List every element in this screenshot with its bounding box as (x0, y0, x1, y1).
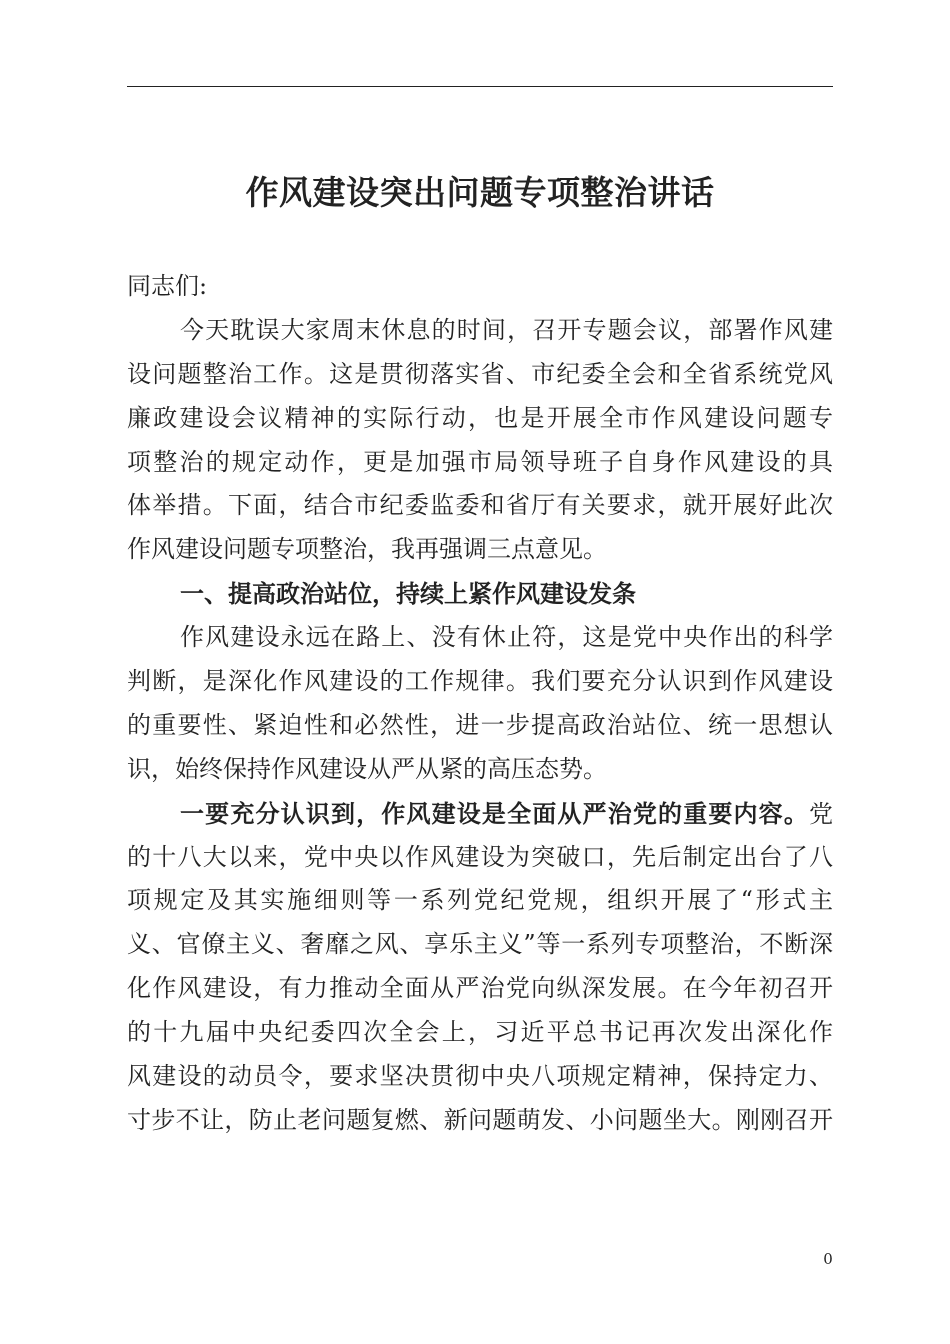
body-text-run: 党 (809, 799, 833, 828)
body-line: 今天耽误大家周末休息的时间，召开专题会议，部署作风建 (180, 315, 833, 344)
page-number: 0 (823, 1250, 833, 1268)
body-line: 判断，是深化作风建设的工作规律。我们要充分认识到作风建设 (127, 667, 833, 696)
document-body (127, 265, 833, 1143)
body-line: 作风建设问题专项整治，我再强调三点意见。 (127, 535, 607, 564)
header-rule (127, 86, 833, 87)
body-line: 设问题整治工作。这是贯彻落实省、市纪委全会和全省系统党风 (127, 359, 833, 388)
body-line: 作风建设永远在路上、没有休止符，这是党中央作出的科学 (180, 623, 833, 652)
body-line: 化作风建设，有力推动全面从严治党向纵深发展。在今年初召开 (127, 974, 833, 1003)
page-title: 作风建设突出问题专项整治讲话 (245, 173, 715, 212)
body-line: 项整治的规定动作，更是加强市局领导班子自身作风建设的具 (127, 447, 833, 476)
body-line: 项规定及其实施细则等一系列党纪党规，组织开展了“形式主 (127, 886, 833, 915)
section-heading: 一、提高政治站位，持续上紧作风建设发条 (180, 579, 636, 609)
body-line: 廉政建设会议精神的实际行动，也是开展全市作风建设问题专 (127, 403, 833, 432)
body-line-with-bold-lead (127, 792, 833, 836)
body-line: 的重要性、紧迫性和必然性，进一步提高政治站位、统一思想认 (127, 710, 833, 739)
bold-lead-sentence: 一要充分认识到，作风建设是全面从严治党的重要内容。 (180, 798, 809, 828)
body-line: 识，始终保持作风建设从严从紧的高压态势。 (127, 754, 607, 783)
body-line: 寸步不让，防止老问题复燃、新问题萌发、小问题坐大。刚刚召开 (127, 1105, 833, 1134)
body-line: 体举措。下面，结合市纪委监委和省厅有关要求，就开展好此次 (127, 491, 833, 520)
body-line: 的十八大以来，党中央以作风建设为突破口，先后制定出台了八 (127, 842, 833, 871)
body-line: 的十九届中央纪委四次全会上，习近平总书记再次发出深化作 (127, 1018, 833, 1047)
body-line: 风建设的动员令，要求坚决贯彻中央八项规定精神，保持定力、 (127, 1062, 833, 1091)
salutation: 同志们: (127, 272, 208, 300)
body-line: 义、官僚主义、奢靡之风、享乐主义”等一系列专项整治，不断深 (127, 930, 833, 959)
